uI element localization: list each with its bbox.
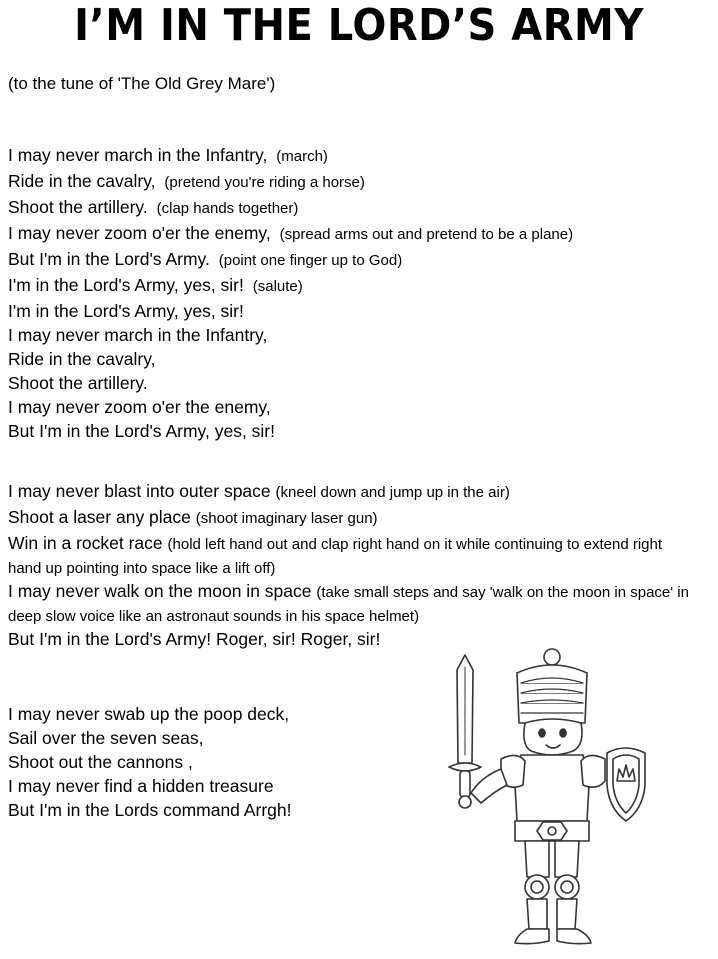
face: [524, 719, 582, 755]
knight-illustration: [445, 645, 685, 955]
lyric-text: I may never zoom o'er the enemy,: [8, 223, 271, 243]
lyric-line: [8, 273, 698, 299]
action-direction: (shoot imaginary laser gun): [195, 510, 378, 527]
action-direction: (pretend you're riding a horse): [164, 174, 365, 191]
lyric-text: Ride in the cavalry,: [8, 349, 156, 369]
page-title: I’M IN THE LORD’S ARMY: [74, 1, 644, 51]
left-leg: [525, 841, 549, 877]
lyric-line: [8, 371, 698, 395]
action-direction: (salute): [252, 278, 303, 295]
lyric-line: [8, 247, 698, 273]
lyric-text: I may never blast into outer space: [8, 481, 271, 501]
action-direction: (point one finger up to God): [218, 252, 403, 269]
shield-icon: [607, 748, 645, 821]
lyric-text: Ride in the cavalry,: [8, 171, 156, 191]
lyric-text: I may never march in the Infantry,: [8, 145, 268, 165]
action-direction: (kneel down and jump up in the air): [275, 484, 510, 501]
verse-3: [8, 702, 428, 822]
lyric-line: [8, 579, 698, 627]
lyric-text: I'm in the Lord's Army, yes, sir!: [8, 275, 244, 295]
tune-note: (to the tune of 'The Old Grey Mare'): [8, 74, 276, 93]
action-direction: (clap hands together): [156, 200, 299, 217]
lyric-line: [8, 419, 698, 443]
lyric-text: I'm in the Lord's Army, yes, sir!: [8, 301, 244, 321]
lyric-line: [8, 323, 698, 347]
lyric-line: [8, 195, 698, 221]
lyric-text: I may never zoom o'er the enemy,: [8, 397, 271, 417]
action-direction: (hold left hand out and clap right hand on it while continuing to extend right hand up pointing into space like a lift off): [8, 536, 663, 577]
lyric-line: [8, 221, 698, 247]
right-foot: [557, 929, 591, 944]
lyric-line: [8, 299, 698, 323]
lyric-text: Win in a rocket race: [8, 533, 163, 553]
verse-1: [8, 143, 698, 443]
lyric-line: [8, 347, 698, 371]
lyric-text: But I'm in the Lord's Army! Roger, sir! Roger, sir!: [8, 629, 381, 649]
helmet-plume: [544, 649, 560, 665]
lyric-text: Shoot the artillery.: [8, 197, 148, 217]
lyric-line: Shoot out the cannons ,: [8, 752, 193, 772]
verse-2: [8, 479, 698, 651]
lyric-text: Shoot a laser any place: [8, 507, 191, 527]
action-direction: (spread arms out and pretend to be a plane): [279, 226, 574, 243]
helmet: [517, 665, 587, 723]
action-direction: (take small steps and say 'walk on the moon in space' in deep slow voice like an astronaut sounds in his space helmet): [8, 584, 689, 625]
lyric-line: [8, 395, 698, 419]
lyric-text: But I'm in the Lord's Army.: [8, 249, 210, 269]
lyric-line: [8, 143, 698, 169]
left-foot: [515, 929, 549, 944]
lyric-line: [8, 169, 698, 195]
lyric-line: But I'm in the Lords command Arrgh!: [8, 800, 292, 820]
lyric-line: I may never swab up the poop deck,: [8, 704, 290, 724]
right-shoulder: [581, 755, 605, 787]
right-leg: [555, 841, 579, 877]
torso-armor: [515, 755, 589, 821]
lyric-text: I may never march in the Infantry,: [8, 325, 268, 345]
lyric-line: I may never find a hidden treasure: [8, 776, 274, 796]
sword-arm: [471, 769, 507, 803]
lyric-text: But I'm in the Lord's Army, yes, sir!: [8, 421, 275, 441]
lyric-line: [8, 505, 698, 531]
lyric-text: Shoot the artillery.: [8, 373, 148, 393]
lyric-line: Sail over the seven seas,: [8, 728, 204, 748]
lyric-line: [8, 479, 698, 505]
lyric-text: I may never walk on the moon in space: [8, 581, 312, 601]
lyric-line: [8, 531, 698, 579]
action-direction: (march): [276, 148, 328, 165]
